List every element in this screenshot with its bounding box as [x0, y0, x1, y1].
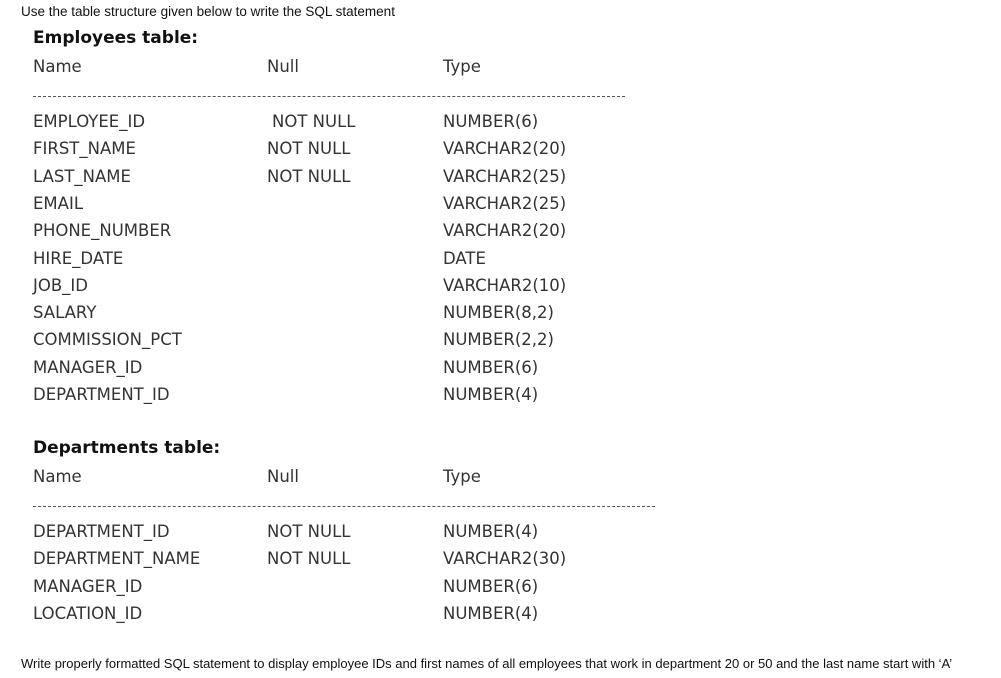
- cell-name: HIRE_DATE: [33, 248, 124, 268]
- cell-type: VARCHAR2(30): [443, 549, 567, 569]
- table-row: [33, 330, 673, 357]
- header-divider: [33, 506, 655, 507]
- cell-name: DEPARTMENT_NAME: [33, 549, 201, 569]
- cell-name: MANAGER_ID: [33, 576, 143, 596]
- departments-table: [33, 438, 673, 638]
- cell-name: DEPARTMENT_ID: [33, 522, 170, 541]
- cell-type: NUMBER(6): [443, 357, 539, 377]
- cell-name: EMAIL: [33, 193, 84, 213]
- column-header-name: Name: [33, 57, 82, 76]
- cell-type: VARCHAR2(20): [443, 139, 567, 159]
- table-row: [33, 385, 673, 412]
- cell-type: NUMBER(6): [443, 576, 539, 596]
- cell-null: NOT NULL: [267, 166, 351, 186]
- column-header-null: Null: [267, 57, 299, 76]
- cell-name: LOCATION_ID: [33, 603, 143, 623]
- cell-name: PHONE_NUMBER: [33, 221, 172, 241]
- table-row: [33, 358, 673, 385]
- table-row: [33, 549, 673, 576]
- table-row: [33, 221, 673, 248]
- cell-name: JOB_ID: [33, 275, 88, 295]
- column-header-name: Name: [33, 467, 82, 486]
- column-header-type: Type: [443, 467, 481, 486]
- cell-type: VARCHAR2(10): [443, 275, 567, 295]
- cell-type: NUMBER(2,2): [443, 330, 554, 350]
- cell-name: EMPLOYEE_ID: [33, 112, 146, 131]
- cell-type: DATE: [443, 248, 486, 268]
- cell-type: VARCHAR2(25): [443, 166, 567, 186]
- cell-name: LAST_NAME: [33, 166, 131, 186]
- table-row: [33, 112, 673, 139]
- table-row: [33, 522, 673, 549]
- question-text: Write properly formatted SQL statement to display employee IDs and first names of all employees that work in department 20 or 50 and the last name start with ‘A’: [21, 656, 953, 671]
- cell-null: NOT NULL: [272, 112, 356, 131]
- employees-table-title: Employees table:: [33, 28, 199, 48]
- cell-type: NUMBER(4): [443, 385, 539, 404]
- table-row: [33, 604, 673, 631]
- table-row: [33, 194, 673, 221]
- cell-name: COMMISSION_PCT: [33, 330, 182, 350]
- table-row: [33, 577, 673, 604]
- cell-name: FIRST_NAME: [33, 139, 136, 159]
- column-header-null: Null: [267, 467, 299, 486]
- cell-type: VARCHAR2(25): [443, 193, 567, 213]
- table-row: [33, 167, 673, 194]
- cell-null: NOT NULL: [267, 139, 351, 159]
- cell-null: NOT NULL: [267, 549, 351, 569]
- cell-type: NUMBER(4): [443, 603, 539, 623]
- cell-null: NOT NULL: [267, 522, 351, 541]
- cell-name: DEPARTMENT_ID: [33, 385, 170, 404]
- cell-type: NUMBER(6): [443, 112, 539, 131]
- cell-type: NUMBER(8,2): [443, 303, 554, 323]
- instruction-text: Use the table structure given below to write the SQL statement: [21, 4, 395, 19]
- cell-name: MANAGER_ID: [33, 357, 143, 377]
- table-row: [33, 249, 673, 276]
- column-header-type: Type: [443, 57, 481, 76]
- table-row: [33, 139, 673, 166]
- employees-table: [33, 28, 673, 413]
- cell-type: NUMBER(4): [443, 522, 539, 541]
- table-row: [33, 303, 673, 330]
- header-divider: [33, 96, 625, 97]
- cell-type: VARCHAR2(20): [443, 221, 567, 241]
- departments-table-title: Departments table:: [33, 438, 221, 458]
- table-row: [33, 276, 673, 303]
- cell-name: SALARY: [33, 303, 97, 323]
